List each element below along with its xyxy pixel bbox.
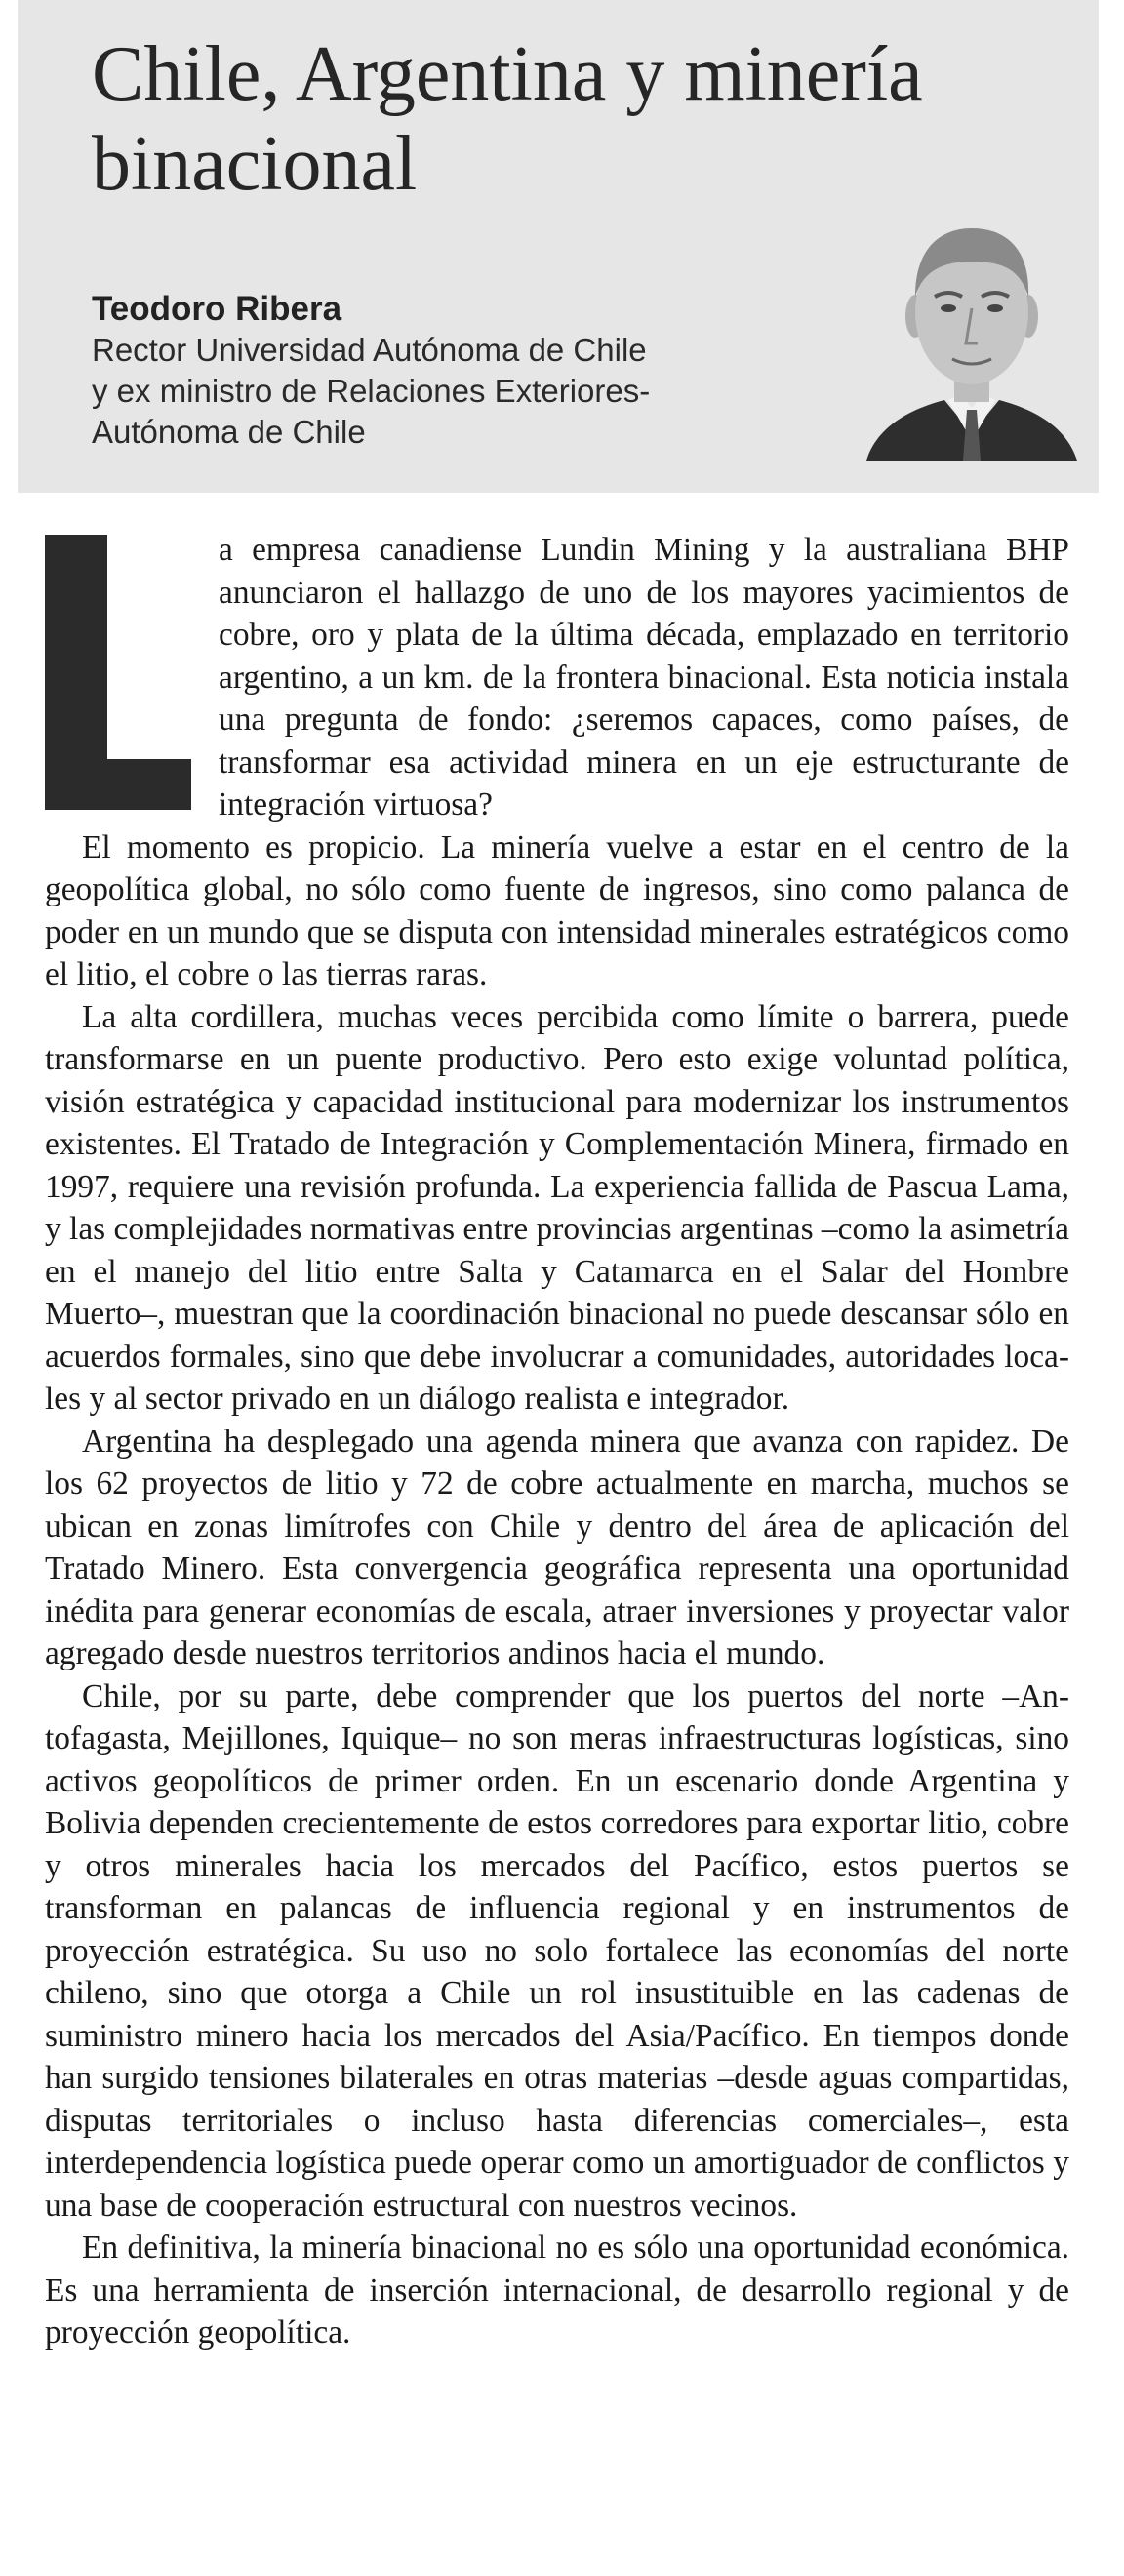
- paragraph: Chile, por su parte, debe comprender que los puertos del norte –Antofagasta, Mejillones, Iquique– no son meras infraestructuras logísticas, sino activos geopolíticos de primer orden. En un escenario donde Argentina y Bolivia dependen crecientemente de estos corredores para exportar litio, cobre y otros minerales hacia los mercados del Pacífico, estos puertos se transforman en palancas de influencia regional y en instrumentos de proyección estratégica. Su uso no solo fortalece las economías del norte chileno, sino que otorga a Chile un rol insustituible en las cadenas de suministro minero hacia los mercados del Asia/Pacífico. En tiempos donde han surgido tensiones bilaterales en otras materias –desde aguas compartidas, disputas territoriales o incluso hasta diferencias comerciales–, esta interdependencia logística puede operar como un amortiguador de conflictos y una base de cooperación estructural con nuestros vecinos.: [45, 1677, 1069, 2224]
- drop-cap-shape: [107, 535, 191, 759]
- first-paragraph: [45, 529, 1069, 826]
- paragraph: En definitiva, la minería binacional no es sólo una oportunidad económica. Es una herramienta de inserción internacional, de desarrollo regional y de proyección geopolítica.: [45, 2230, 1069, 2351]
- first-paragraph-text: a empresa canadiense Lundin Mining y la australiana BHP anunciaron el hallazgo de uno de los mayores yacimientos de cobre, oro y plata de la última década, emplazado en territorio argentino, a un km. de la frontera binacional. Esta noticia instala una pregunta de fondo: ¿seremos capaces, como países, de transformar esa actividad minera en un eje estructurante de integración virtuosa?: [219, 532, 1069, 823]
- byline: [92, 289, 833, 453]
- author-photo: [859, 207, 1085, 461]
- article-header: [18, 0, 1099, 493]
- paragraph: Argentina ha desplegado una agenda minera que avanza con rapidez. De los 62 proyectos de litio y 72 de cobre actualmente en marcha, muchos se ubican en zonas limítrofes con Chile y dentro del área de aplicación del Tratado Minero. Esta convergencia geográfica representa una oportunidad inédita para generar economías de escala, atraer inversiones y proyectar valor agregado desde nuestros territorios andinos hacia el mundo.: [45, 1423, 1069, 1671]
- article-body: [45, 529, 1069, 2355]
- author-name: Teodoro Ribera: [92, 290, 342, 328]
- article-title: Chile, Argentina y minería binacional: [92, 31, 923, 207]
- paragraph: El momento es propicio. La minería vuelve a estar en el centro de la geopolítica global, no sólo como fuente de ingresos, sino como palanca de poder en un mundo que se disputa con intensidad minerales estratégicos como el litio, el cobre o las tierras raras.: [45, 828, 1069, 992]
- paragraph: La alta cordillera, muchas veces percibida como límite o barrera, puede transformarse en un puente productivo. Pero esto exige voluntad política, visión estratégica y capacidad institucional para modernizar los instrumentos existentes. El Tratado de Integración y Complementación Minera, firmado en 1997, requiere una revisión profunda. La experiencia fallida de Pascua Lama, y las complejidades normativas entre provincias argentinas –como la asimetría en el manejo del litio entre Salta y Catamarca en el Salar del Hombre Muerto–, muestran que la coordinación binacional no puede descansar sólo en acuerdos formales, sino que debe involucrar a comunidades, autoridades locales y al sector privado en un diálogo realista e integrador.: [45, 998, 1069, 1417]
- drop-cap: [45, 535, 191, 810]
- author-role: Rector Universidad Autónoma de Chile y ex ministro de Relaciones Exteriores- Autónoma de Chile: [92, 332, 651, 450]
